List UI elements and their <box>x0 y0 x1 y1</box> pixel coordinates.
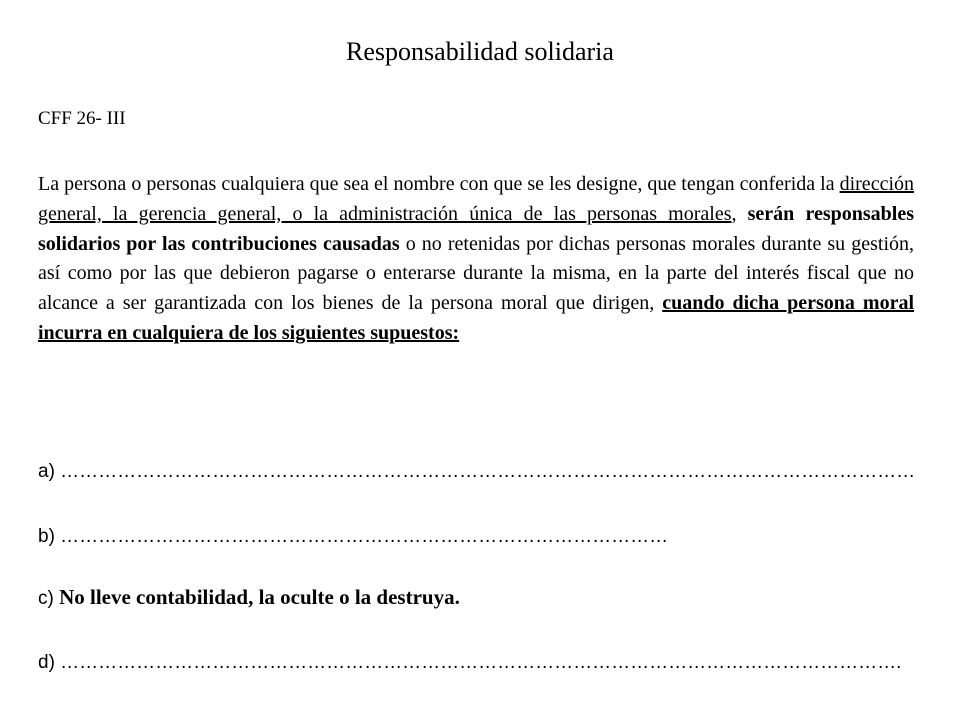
paragraph-text-1: La persona o personas cualquiera que sea el nombre con que se les designe, que tengan conferida la <box>38 173 840 195</box>
body-paragraph <box>38 170 914 349</box>
paragraph-text-3: o no retenidas por dichas personas morales durante su gestión, así como por las que debieron pagarse o enterarse durante la misma, en la parte del interés fiscal que no alcance a ser garantizada con los bienes de la persona moral que dirigen, <box>38 232 914 315</box>
list-item-c <box>38 584 460 612</box>
paragraph-bold-text: serán responsables solidarios por las contribuciones causadas <box>38 202 914 255</box>
list-item-letter: a) <box>38 461 55 482</box>
list-item-text: No lleve contabilidad, la oculte o la destruya. <box>53 585 460 609</box>
list-item-a <box>38 458 915 485</box>
list-item-letter: b) <box>38 526 55 547</box>
paragraph-underlined-text: dirección general, la gerencia general, o la administración única de las personas morales <box>38 173 914 225</box>
list-item-b <box>38 523 668 550</box>
article-reference: CFF 26- III <box>38 108 126 129</box>
list-item-letter: d) <box>38 652 55 673</box>
list-item-placeholder: ……………………………………………………………………………………………………………………. <box>54 652 902 673</box>
page-title: Responsabilidad solidaria <box>346 37 614 66</box>
paragraph-text-2: , <box>731 202 748 225</box>
list-item-d <box>38 649 901 676</box>
list-item-placeholder: …………………………………………………………………………………… <box>54 526 669 547</box>
list-item-letter: c) <box>38 588 54 609</box>
paragraph-bold-underlined-text: cuando dicha persona moral incurra en cualquiera de los siguientes supuestos: <box>38 292 915 344</box>
list-item-placeholder: ……………………………………………………………………………………………………………………… <box>54 461 916 482</box>
